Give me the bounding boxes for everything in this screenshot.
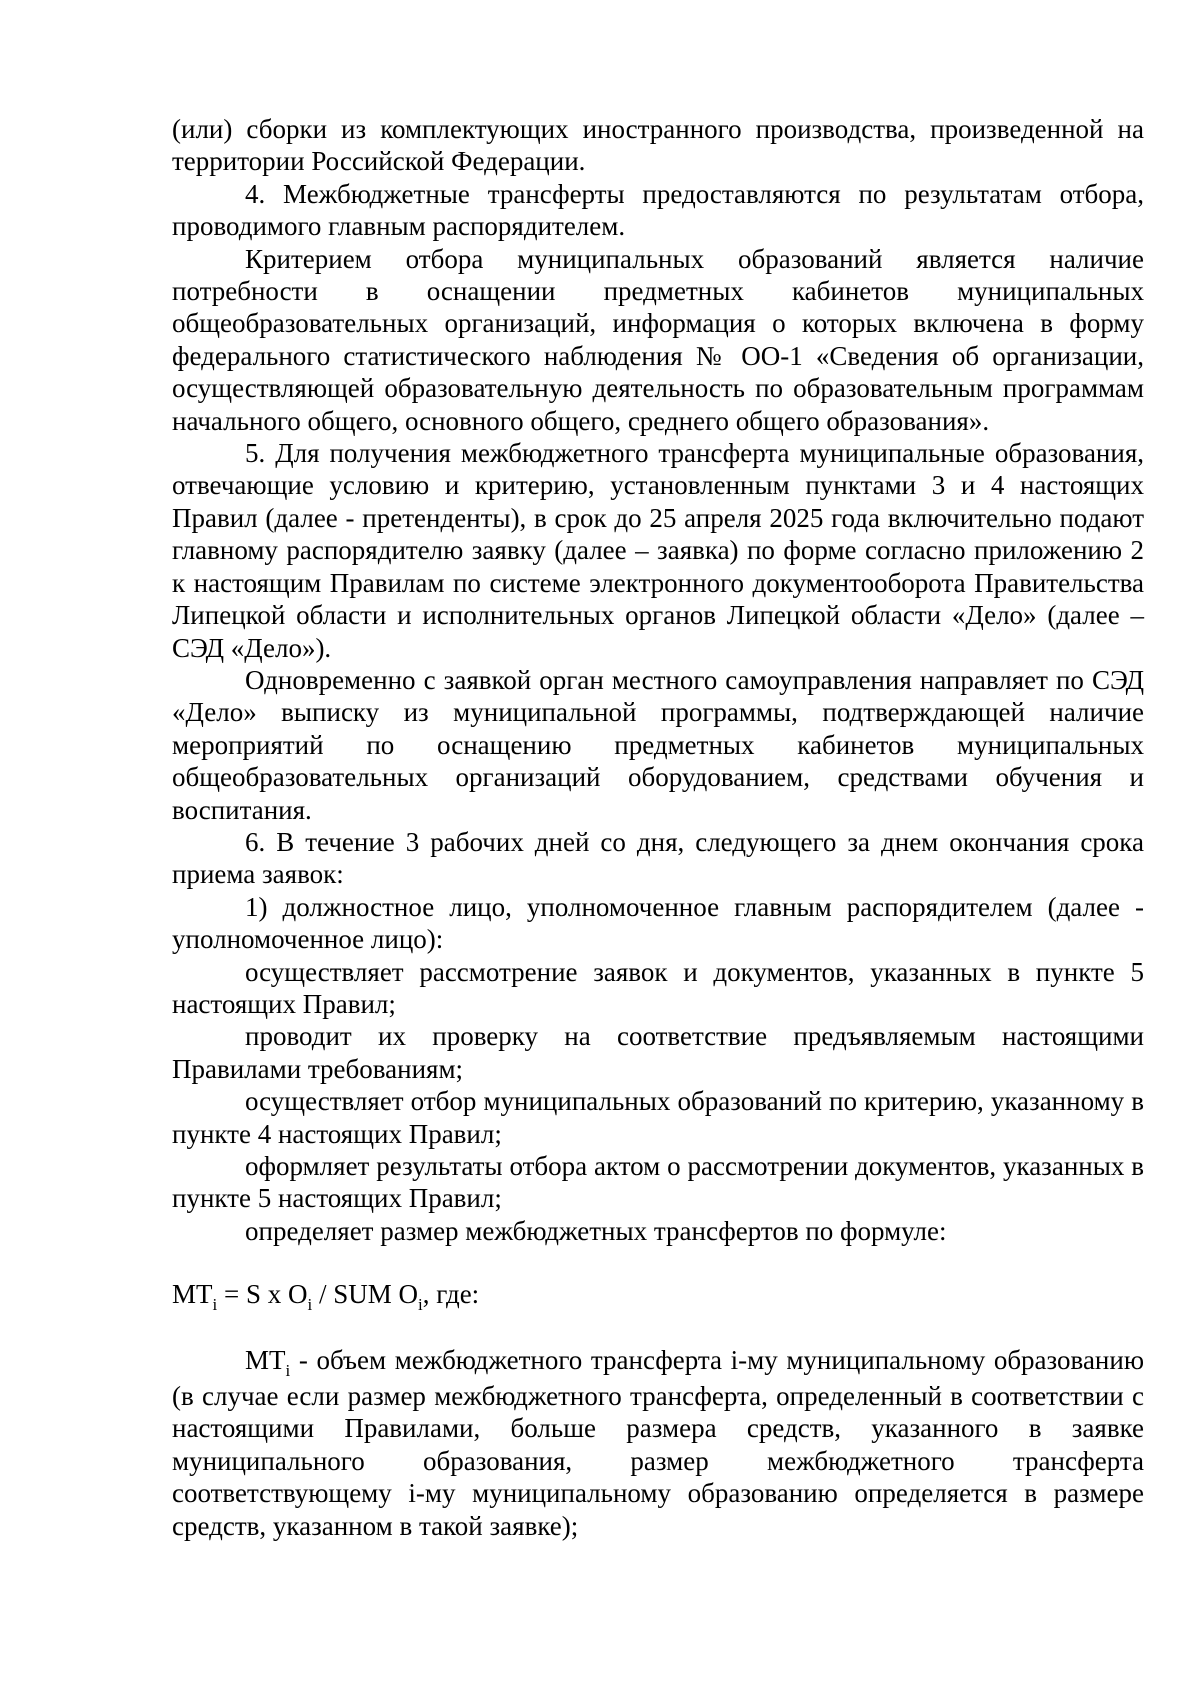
paragraph-selection: осуществляет отбор муниципальных образований по критерию, указанному в пункте 4 настоящих Правил;: [172, 1086, 1144, 1149]
formula-equals-part: = S x O: [217, 1279, 308, 1310]
paragraph-selection-criterion: Критерием отбора муниципальных образований является наличие потребности в оснащении предметных кабинетов муниципальных общеобразовательных организаций, информация о которых включена в форму федерального статистического наблюдения № ОО-1 «Сведения об организации, осуществляющей образовательную деятельность по образовательным программам начального общего, основного общего, среднего общего образования».: [172, 243, 1144, 436]
paragraph-item-6: 6. В течение 3 рабочих дней со дня, следующего за днем окончания срока приема заявок:: [172, 826, 1144, 890]
formula-subscript-i: i: [307, 1295, 313, 1315]
paragraph-formula-intro: определяет размер межбюджетных трансфертов по формуле:: [245, 1215, 947, 1246]
definition-subscript-i: i: [285, 1360, 291, 1380]
paragraph-act: оформляет результаты отбора актом о рассмотрении документов, указанных в пункте 5 настоящих Правил;: [172, 1151, 1144, 1214]
paragraph-review-applications: осуществляет рассмотрение заявок и документов, указанных в пункте 5 настоящих Правил;: [172, 956, 1144, 1019]
paragraph-subitem-1: 1) должностное лицо, уполномоченное главным распорядителем (далее - уполномоченное лицо):: [172, 891, 1144, 955]
document-body: [172, 113, 1144, 1542]
formula-subscript-i: i: [212, 1295, 218, 1315]
formula: [172, 1278, 1144, 1314]
paragraph-item-5: 5. Для получения межбюджетного трансферта муниципальные образования, отвечающие условию и критерию, установленным пунктами 3 и 4 настоящих Правил (далее - претенденты), в срок до 25 апреля 2025 года включительно подают главному распорядителю заявку (далее – заявка) по форме согласно приложению 2 к настоящим Правилам по системе электронного документооборота Правительства Липецкой области и исполнительных органов Липецкой области «Дело» (далее – СЭД «Дело»).: [172, 438, 1144, 663]
definition-term: MT: [245, 1344, 286, 1375]
formula-subscript-i: i: [418, 1295, 423, 1315]
paragraph-continuation: (или) сборки из комплектующих иностранного производства, произведенной на территории Российской Федерации.: [172, 114, 1144, 177]
definition-body: - объем межбюджетного трансферта i-му муниципальному образованию (в случае если размер межбюджетного трансферта, определенный в соответствии с настоящими Правилами, больше размера средств, указанного в заявке муниципального образования, размер межбюджетного трансферта соответствующему i-му муниципальному образованию определяется в размере средств, указанном в такой заявке);: [172, 1344, 1144, 1541]
formula-tail: , где:: [422, 1279, 480, 1310]
paragraph-definition-mt: [172, 1344, 1144, 1542]
formula-sum-part: / SUM O: [312, 1279, 418, 1310]
paragraph-simultaneous-submission: Одновременно с заявкой орган местного самоуправления направляет по СЭД «Дело» выписку из муниципальной программы, подтверждающей наличие мероприятий по оснащению предметных кабинетов муниципальных общеобразовательных организаций оборудованием, средствами обучения и воспитания.: [172, 664, 1144, 825]
paragraph-item-4: 4. Межбюджетные трансферты предоставляются по результатам отбора, проводимого главным распорядителем.: [172, 178, 1144, 242]
formula-mt: MT: [172, 1279, 213, 1310]
paragraph-verification: проводит их проверку на соответствие предъявляемым настоящими Правилами требованиям;: [172, 1021, 1144, 1084]
